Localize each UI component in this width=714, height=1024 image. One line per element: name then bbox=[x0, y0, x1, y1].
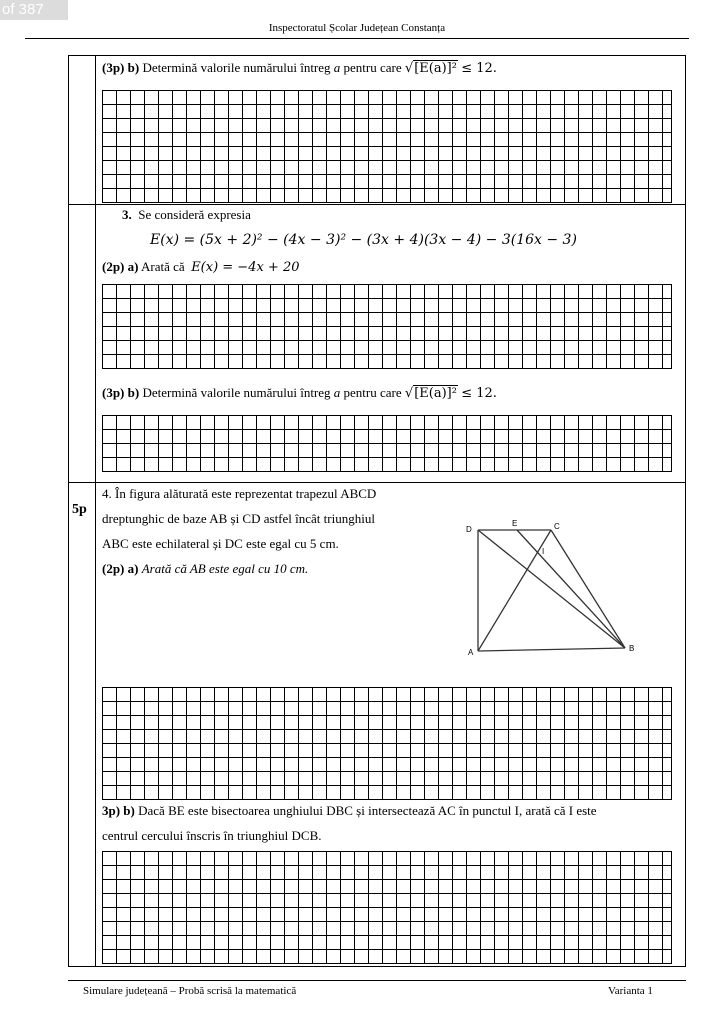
answer-grid-q4b[interactable] bbox=[102, 851, 672, 964]
q4-points: 5p bbox=[72, 502, 87, 517]
q2b-statement: (3p) b) Determină valorile numărului întreg a pentru care √[E(a)]² ≤ 12. bbox=[102, 60, 497, 76]
answer-grid-q3b[interactable] bbox=[102, 415, 672, 472]
q3-expression: E(x) = (5x + 2)² − (4x − 3)² − (3x + 4)(3x − 4) − 3(16x − 3) bbox=[150, 232, 577, 248]
q4-line2: dreptunghic de baze AB și CD astfel încât triunghiul bbox=[102, 511, 375, 526]
answer-grid-q4a[interactable] bbox=[102, 687, 672, 800]
q4-line3: ABC este echilateral și DC este egal cu 5 cm. bbox=[102, 536, 339, 551]
q4a-statement: (2p) a) Arată că AB este egal cu 10 cm. bbox=[102, 561, 309, 576]
header-rule bbox=[25, 38, 689, 39]
page-header: Inspectoratul Școlar Județean Constanța bbox=[268, 22, 446, 34]
table-column-divider bbox=[95, 55, 96, 967]
segment-cb bbox=[551, 530, 625, 648]
page-count-badge: of 387 bbox=[0, 0, 68, 20]
footer-rule bbox=[68, 980, 686, 981]
label-c: C bbox=[554, 522, 560, 531]
q3b-statement: (3p) b) Determină valorile numărului întreg a pentru care √[E(a)]² ≤ 12. bbox=[102, 385, 497, 401]
trapezoid-figure bbox=[460, 515, 640, 660]
label-i: I bbox=[542, 547, 545, 556]
segment-ab bbox=[478, 648, 625, 651]
row-divider-1 bbox=[68, 204, 686, 205]
segment-eb bbox=[517, 530, 625, 648]
segment-ac bbox=[478, 530, 551, 651]
row-divider-2 bbox=[68, 482, 686, 483]
label-e: E bbox=[512, 519, 518, 528]
segment-db bbox=[478, 530, 625, 648]
footer-left: Simulare județeană – Probă scrisă la matematică bbox=[83, 985, 297, 997]
answer-grid-q2b[interactable] bbox=[102, 90, 672, 203]
label-a: A bbox=[468, 648, 474, 657]
q4b-statement-line2: centrul cercului înscris în triunghiul DCB. bbox=[102, 828, 322, 843]
answer-grid-q3a[interactable] bbox=[102, 284, 672, 369]
q3-intro: 3. Se consideră expresia bbox=[122, 207, 251, 222]
q4b-statement-line1: 3p) b) Dacă BE este bisectoarea unghiului DBC și intersectează AC în punctul I, arată că I este bbox=[102, 803, 597, 818]
footer-right: Varianta 1 bbox=[608, 985, 653, 997]
q4-line1: 4. În figura alăturată este reprezentat trapezul ABCD bbox=[102, 486, 377, 501]
label-d: D bbox=[466, 525, 472, 534]
q3a-statement: (2p) a) Arată că E(x) = −4x + 20 bbox=[102, 259, 300, 275]
label-b: B bbox=[629, 644, 635, 653]
